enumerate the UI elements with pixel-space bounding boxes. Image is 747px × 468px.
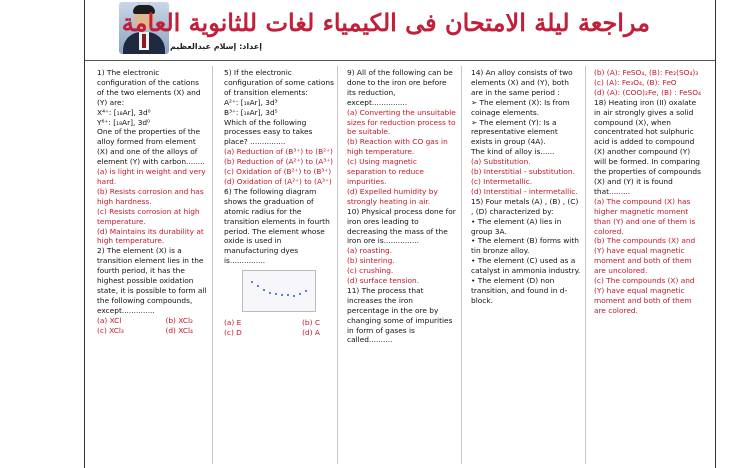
- choice-c: (c) D: [224, 328, 242, 338]
- column-divider: [337, 66, 338, 464]
- clue-c: • The element (C) used as a catalyst in ammonia industry.: [471, 256, 581, 276]
- question-9: 9) All of the following can be done to the iron ore before its reduction, except...............: [347, 68, 453, 107]
- choice-b: (b) Resists corrosion and has high hardness.: [97, 186, 204, 206]
- column-divider: [212, 66, 213, 464]
- choice-d: (d) Oxidation of (A²⁺) to (A³⁺): [224, 176, 332, 186]
- choice-d: (d) Expelled humidity by strongly heating in air.: [347, 186, 438, 206]
- choice-b: (b) sintering.: [347, 256, 395, 266]
- question-5-stem: Which of the following processes easy to takes place? ...............: [224, 117, 313, 147]
- column-5: [594, 68, 704, 316]
- choice-a: (a) XCl: [97, 315, 122, 325]
- choice-d: (d) Maintains its durability at high temperature.: [97, 226, 204, 246]
- column-2: [224, 68, 334, 338]
- choice-b: (b) Reduction of (A²⁺) to (A³⁺): [224, 157, 334, 167]
- config-x: X⁴⁺: [₁₈Ar], 3d⁰: [97, 107, 151, 117]
- column-3: [347, 68, 457, 345]
- choice-b: (b) The compounds (X) and (Y) have equal magnetic moment and both of them are uncolored.: [594, 236, 696, 276]
- page-title: مراجعة ليلة الامتحان فى الكيمياء لغات للثانوية العامة: [121, 8, 650, 37]
- choice-a: (a) Converting the unsuitable sizes for reduction process to be suitable.: [347, 107, 456, 137]
- choice-c: (c) Resists corrosion at high temperature.: [97, 206, 200, 226]
- question-14-stem: The kind of alloy is......: [471, 147, 555, 157]
- question-18: 18) Heating iron (II) oxalate in air strongly gives a solid compound (X), when concentrated hot sulphuric acid is added to compound (X) another compound (Y) will be formed. In comparing the properties of compounds (X) and (Y) it is found that.........: [594, 97, 701, 196]
- atomic-radius-diagram: [242, 270, 316, 312]
- question-6: 6) The following diagram shows the graduation of atomic radius for the transition elements in fourth period. The element whose oxide is used in manufacturing dyes is...............: [224, 186, 330, 266]
- choice-d: (d) Interstitial - intermetallic.: [471, 186, 578, 196]
- choice-b: (b) Reaction with CO gas in high temperature.: [347, 137, 448, 157]
- question-11: 11) The process that increases the iron percentage in the ore by changing some of impurities in form of gases is called..........: [347, 285, 453, 345]
- choice-b: (b) XCl₂: [165, 315, 193, 325]
- column-divider: [461, 66, 462, 464]
- clue-x: ➢ The element (X): Is from coinage elements.: [471, 97, 570, 117]
- page-header: [85, 0, 715, 62]
- choice-b: (b) Interstitial - substitution.: [471, 167, 575, 177]
- choices-row: [97, 326, 207, 336]
- choice-a: (a) Reduction of (B³⁺) to (B²⁺): [224, 147, 333, 157]
- choice-a: (a) The compound (X) has higher magnetic moment than (Y) and one of them is colored.: [594, 196, 696, 236]
- choice-c: (c) Oxidation of (B²⁺) to (B³⁺): [224, 167, 332, 177]
- config-a: A²⁺: [₁₈Ar], 3d³: [224, 97, 278, 107]
- config-b: B³⁺: [₁₈Ar], 3d⁵: [224, 107, 278, 117]
- clue-b: • The element (B) forms with tin bronze alloy.: [471, 236, 579, 256]
- question-10: 10) Physical process done for iron ores leading to decreasing the mass of the iron ore is...............: [347, 206, 456, 246]
- choice-c: (c) The compounds (X) and (Y) have equal magnetic moment and both of them are colored.: [594, 276, 695, 315]
- worksheet-page: [84, 0, 716, 468]
- clue-a: • The element (A) lies in group 3A.: [471, 216, 562, 236]
- choice-c: (c) XCl₃: [97, 325, 124, 335]
- question-2: 2) The element (X) is a transition element lies in the fourth period, it has the highest possible oxidation state, it is possible to form all the following compounds, except..............: [97, 246, 207, 315]
- clue-d: • The element (D) non transition, and found in d-block.: [471, 276, 568, 305]
- choice-b: (b) C: [302, 318, 320, 328]
- column-1: [97, 68, 207, 335]
- author-label: إعداد: إسلام عبدالعظيم: [170, 42, 262, 51]
- choice-d: (d) A: [302, 328, 320, 338]
- choices-row: [97, 316, 207, 326]
- choice-d: (d) (A): (COO)₂Fe, (B) : FeSO₄: [594, 87, 701, 97]
- column-4: [471, 68, 581, 306]
- question-1: 1) The electronic configuration of the cations of the two elements (X) and (Y) are:: [97, 68, 201, 107]
- choice-d: (d) XCl₄: [165, 325, 193, 335]
- choice-a: (a) is light in weight and very hard.: [97, 167, 206, 186]
- choice-a: (a) roasting.: [347, 246, 393, 256]
- question-14: 14) An alloy consists of two elements (X) and (Y), both are in the same period :: [471, 68, 573, 97]
- header-divider: [85, 60, 715, 61]
- clue-y: ➢ The element (Y): Is a representative element exists in group (4A).: [471, 117, 558, 147]
- choice-d: (d) surface tension.: [347, 276, 420, 286]
- choice-a: (a) Substitution.: [471, 157, 531, 167]
- choice-c: (c) crushing.: [347, 266, 394, 276]
- choice-c: (c) (A): Fe₃O₄, (B): FeO: [594, 77, 677, 87]
- choice-a: (a) E: [224, 318, 242, 328]
- choice-b: (b) (A): FeSO₄, (B): Fe₂(SO₄)₃: [594, 68, 699, 77]
- question-1-stem: One of the properties of the alloy formed from element (X) and one of the alloys of element (Y) with carbon........: [97, 127, 205, 167]
- choice-c: (c) Intermetallic.: [471, 176, 533, 186]
- choices-row: [224, 328, 334, 338]
- question-15: 15) Four metals (A) , (B) , (C) , (D) characterized by:: [471, 196, 579, 216]
- config-y: Y⁶⁺: [₁₈Ar], 3d⁰: [97, 117, 151, 127]
- column-divider: [585, 66, 586, 464]
- choices-row: [224, 318, 334, 328]
- choice-c: (c) Using magnetic separation to reduce impurities.: [347, 157, 424, 186]
- question-5: 5) If the electronic configuration of some cations of transition elements:: [224, 68, 334, 97]
